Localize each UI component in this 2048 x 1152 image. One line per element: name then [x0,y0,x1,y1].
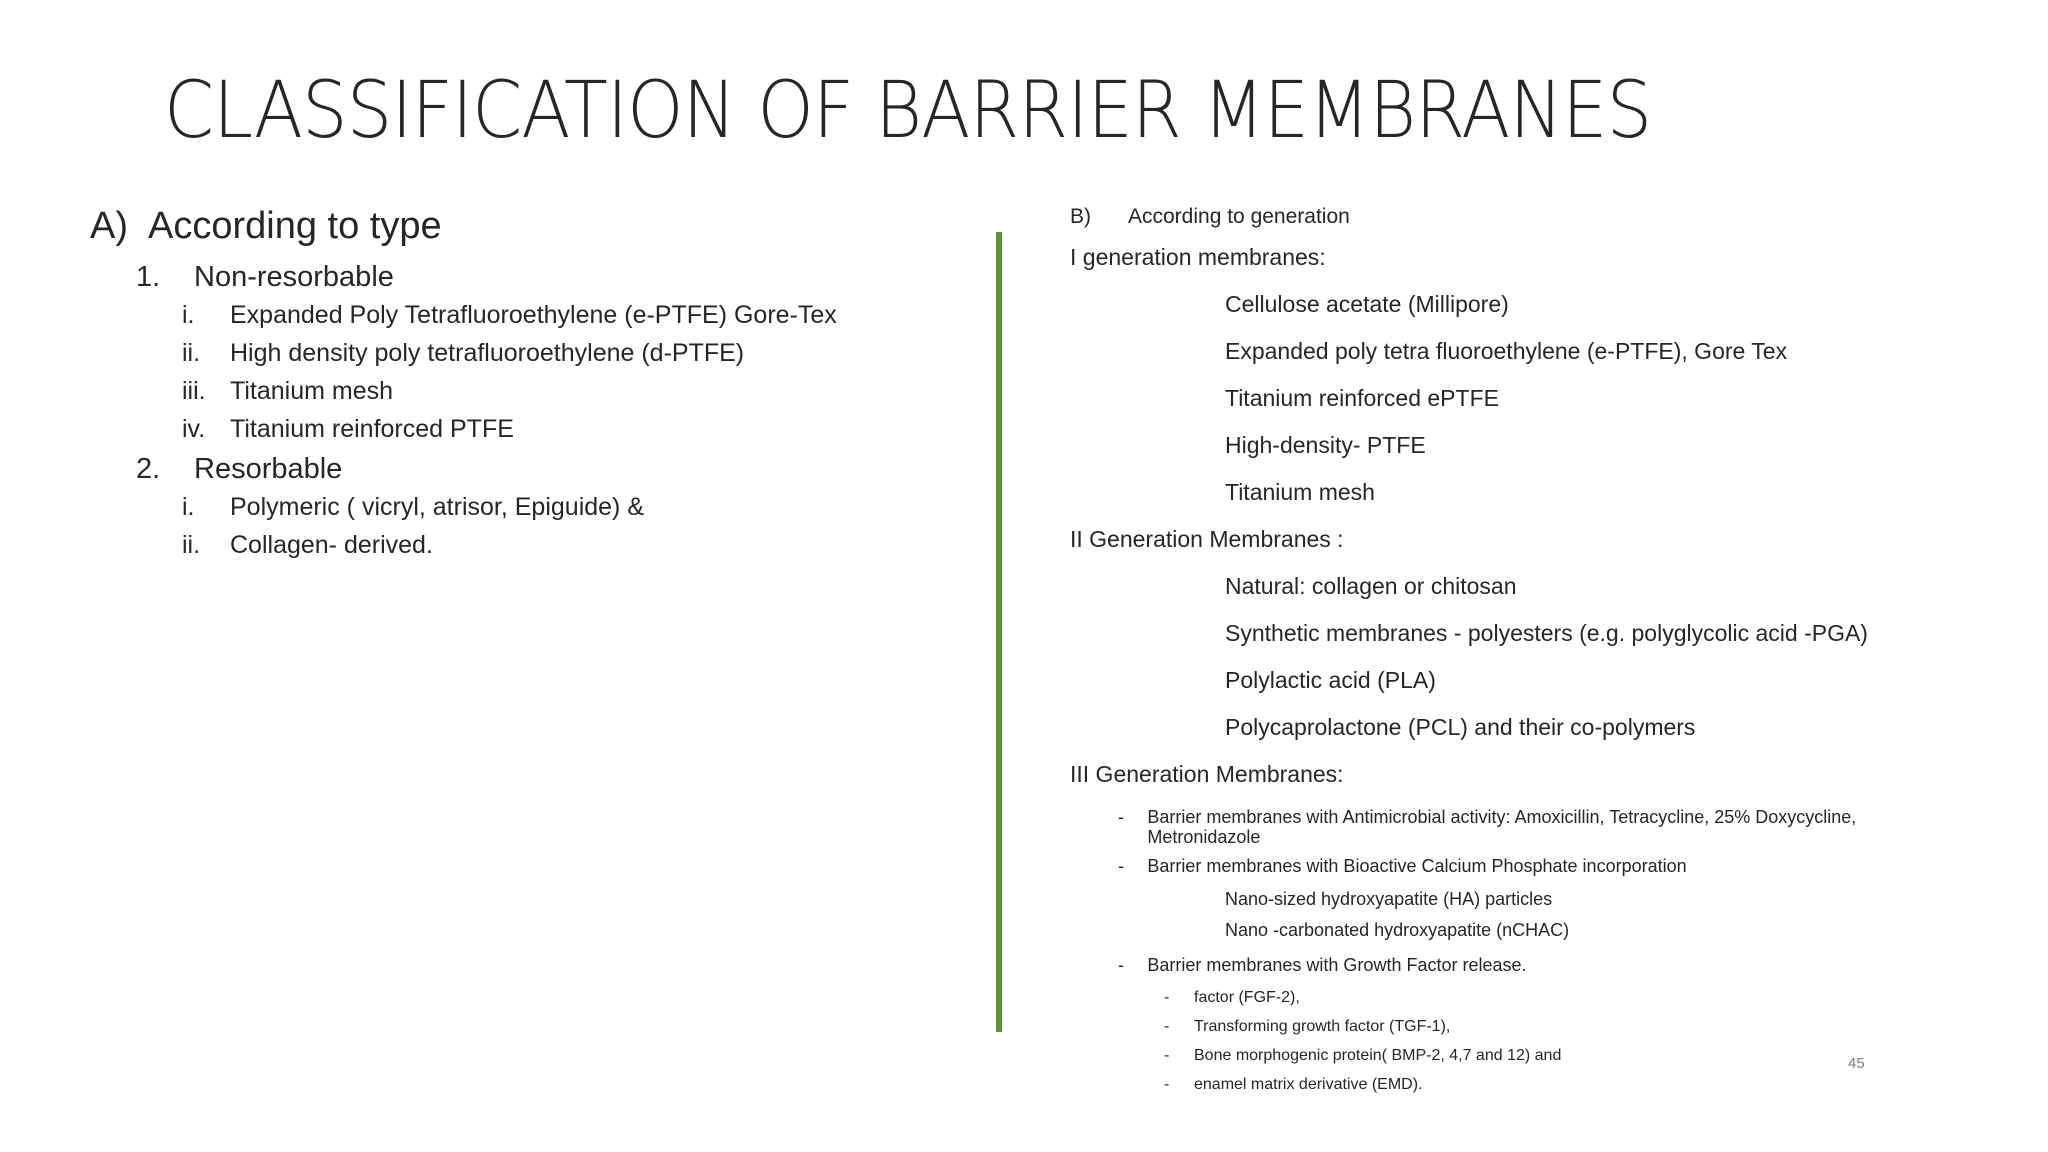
gen3-heading: III Generation Membranes: [1070,761,1344,787]
group-number: 1. [136,261,161,293]
gen2-heading: II Generation Membranes : [1070,526,1344,552]
group-label: Non-resorbable [194,261,394,293]
dash-bullet: - [1118,856,1124,876]
section-a-marker: A) [90,205,128,247]
item-text: Polymeric ( vicryl, atrisor, Epiguide) & [230,493,645,521]
list-item [182,296,970,334]
item-text: Barrier membranes with Growth Factor release. [1147,955,1527,975]
section-b-title: According to generation [1128,205,1350,228]
list-item [1070,1070,1970,1099]
item-text: enamel matrix derivative (EMD). [1194,1076,1423,1093]
list-item: Natural: collagen or chitosan [1225,573,1517,599]
list-item: Nano -carbonated hydroxyapatite (nCHAC) [1225,920,1570,940]
item-number: iv. [182,415,206,443]
list-item [182,334,970,372]
list-item [182,410,970,448]
item-text: Barrier membranes with Bioactive Calcium Phosphate incorporation [1147,856,1687,876]
item-number: iii. [182,377,206,405]
dash-bullet: - [1164,1047,1170,1064]
list-item: Cellulose acetate (Millipore) [1225,291,1509,317]
list-item [1070,1012,1970,1041]
item-text: Barrier membranes with Antimicrobial activity: Amoxicillin, Tetracycline, 25% Doxycycline, Metronidazole [1147,807,1857,847]
antimicrobial-item [1070,807,1970,847]
list-item: Polycaprolactone (PCL) and their co-polymers [1225,714,1696,740]
dash-bullet: - [1118,807,1124,827]
bioactive-item [1070,856,1970,876]
item-number: ii. [182,531,201,559]
section-a-title: According to type [148,205,442,247]
list-item: Polylactic acid (PLA) [1225,667,1436,693]
item-text: Titanium mesh [230,377,394,405]
list-item: High-density- PTFE [1225,432,1426,458]
list-item: Titanium mesh [1225,479,1375,505]
list-item: Titanium reinforced ePTFE [1225,385,1499,411]
column-divider [996,232,1002,1032]
gen1-heading: I generation membranes: [1070,244,1326,270]
list-item: Expanded poly tetra fluoroethylene (e-PTFE), Gore Tex [1225,338,1788,364]
dash-bullet: - [1164,1076,1170,1093]
list-item: Synthetic membranes - polyesters (e.g. polyglycolic acid -PGA) [1225,620,1868,646]
group-non-resorbable [136,258,970,296]
item-number: ii. [182,339,201,367]
growth-factor-item [1070,955,1970,975]
group-number: 2. [136,453,161,485]
dash-bullet: - [1164,989,1170,1006]
item-text: Expanded Poly Tetrafluoroethylene (e-PTFE) Gore-Tex [230,301,837,329]
list-item [1070,983,1970,1012]
item-number: i. [182,301,195,329]
section-b-marker: B) [1070,205,1091,228]
list-item [182,526,970,564]
item-text: Transforming growth factor (TGF-1), [1194,1018,1451,1035]
item-text: factor (FGF-2), [1194,989,1300,1006]
item-text: Bone morphogenic protein( BMP-2, 4,7 and 12) and [1194,1047,1562,1064]
list-item [182,372,970,410]
section-b-heading [1070,200,1970,234]
page-number: 45 [1848,1055,1865,1072]
slide-title: CLASSIFICATION OF BARRIER MEMBRANES [164,66,1652,156]
list-item [1070,1041,1970,1070]
item-text: Titanium reinforced PTFE [230,415,514,443]
item-text: High density poly tetrafluoroethylene (d-PTFE) [230,339,745,367]
group-resorbable [136,450,970,488]
list-item [182,488,970,526]
item-text: Collagen- derived. [230,531,433,559]
list-item: Nano-sized hydroxyapatite (HA) particles [1225,889,1553,909]
dash-bullet: - [1118,955,1124,975]
dash-bullet: - [1164,1018,1170,1035]
classification-by-generation [1070,200,1970,1099]
item-number: i. [182,493,195,521]
section-a-heading [90,196,970,256]
classification-by-type [90,196,970,564]
group-label: Resorbable [194,453,343,485]
